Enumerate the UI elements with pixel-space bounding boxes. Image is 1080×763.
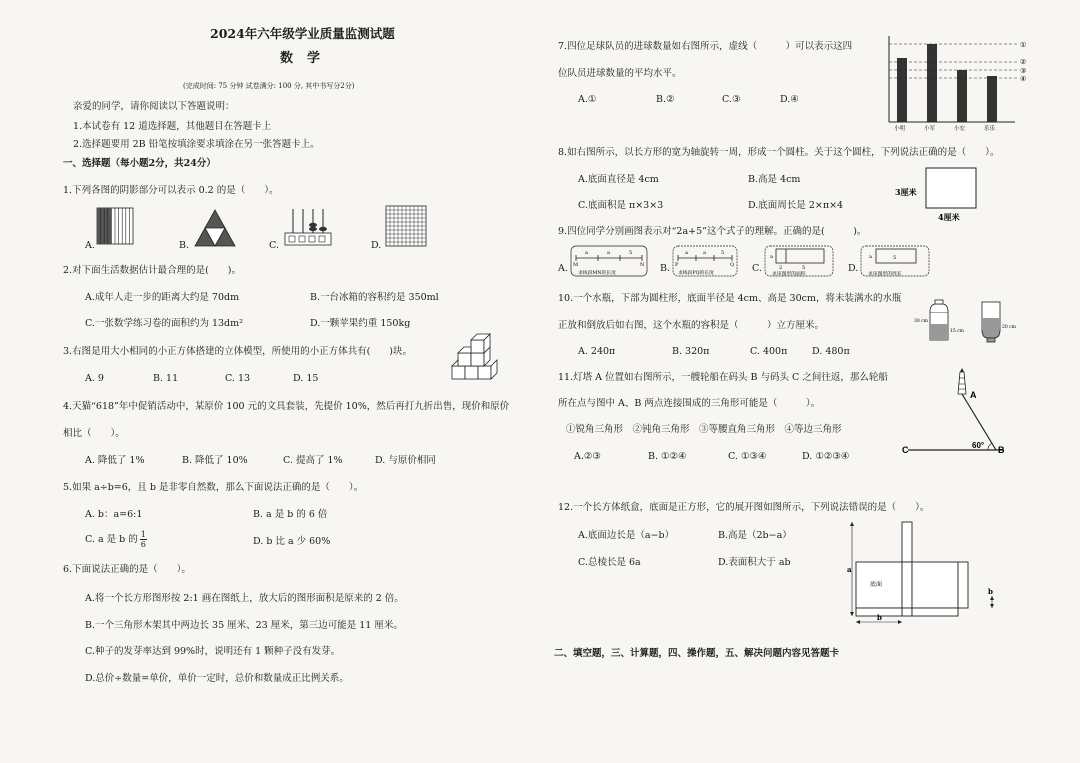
end-m: M	[573, 262, 579, 268]
q5-fraction	[140, 530, 147, 549]
instruction-2: 2.选择题要用 2B 铅笔按填涂要求填涂在另一张答题卡上。	[73, 139, 320, 150]
base-label: 底面	[870, 581, 883, 588]
q10-option-d: D. 480π	[812, 346, 850, 357]
q10-option-c: C. 400π	[750, 346, 788, 357]
q1-figure-d-hundred-grid	[386, 206, 426, 246]
point-c-label: C	[902, 445, 909, 455]
d-dim: 5	[893, 255, 897, 261]
q9-option-d: D.	[848, 263, 859, 274]
q11-option-d: D. ①②③④	[802, 451, 850, 462]
line-label-1: ①	[1020, 41, 1027, 49]
q2-option-d: D.一颗苹果约重 150kg	[310, 318, 411, 329]
player-label-4: 乐乐	[984, 126, 996, 132]
exam-info: (完成时间: 75 分钟 试卷满分: 100 分, 其中书写分2分)	[183, 82, 355, 90]
q8-text: 8.如右图所示，以长方形的宽为轴旋转一周，形成一个圆柱。关于这个圆柱，下列说法正确的是（ ）。	[558, 147, 1000, 158]
upright-bottle	[930, 300, 948, 340]
q2-text: 2.对下面生活数据估计最合理的是( )。	[63, 265, 241, 276]
q4-option-d: D. 与原价相同	[375, 455, 436, 466]
player-label-1: 小明	[894, 126, 906, 132]
q7-bar-chart	[887, 36, 1037, 132]
dim-a-label: a	[847, 565, 852, 574]
q5-option-c-text: C. a 是 b 的	[85, 534, 138, 545]
q9-figure-d	[860, 245, 932, 279]
q11-triangle-types: ①锐角三角形 ②钝角三角形 ③等腰直角三角形 ④等边三角形	[566, 424, 842, 435]
q6-option-a: A.将一个长方形图形按 2:1 画在图纸上，放大后的图形面积是原来的 2 倍。	[85, 593, 404, 604]
q11-option-c: C. ①③④	[728, 451, 767, 462]
section-1-title: 一、选择题（每小题2分，共24分）	[63, 158, 216, 169]
caption-a: 求线段MN的长度	[578, 271, 616, 276]
q9-option-c: C.	[752, 263, 762, 274]
q7-option-b: B.②	[656, 94, 675, 105]
end-p: P	[675, 262, 679, 268]
q12-option-b: B.高是（2b−a）	[718, 530, 792, 541]
fraction-denominator: 6	[140, 540, 146, 549]
width-label: 3厘米	[895, 187, 917, 197]
remaining-sections-note: 二、填空题，三、计算题，四、操作题，五、解决问题内容见答题卡	[554, 648, 840, 659]
seg-b-1: a	[685, 250, 688, 256]
dim-b-label-bottom: b	[877, 613, 882, 622]
seg-a-3: 5	[629, 250, 633, 256]
end-q: Q	[730, 262, 735, 268]
q8-option-b: B.高是 4cm	[748, 174, 801, 185]
left-column	[55, 0, 545, 763]
q11-text-line2: 所在点与图中 A、B 两点连接围成的三角形可能是（ ）。	[558, 398, 821, 409]
q3-option-c: C. 13	[225, 373, 251, 384]
point-b-label: B	[998, 445, 1005, 455]
q12-text: 12.一个长方体纸盒，底面是正方形，它的展开图如图所示，下列说法错误的是（ ）。	[558, 502, 930, 513]
q1-option-d: D.	[371, 240, 382, 251]
q9-figure-b	[672, 245, 740, 279]
q1-option-a: A.	[85, 240, 95, 251]
caption-d: 求该图形的周长	[868, 272, 902, 277]
q3-cube-figure	[450, 340, 500, 384]
bar-lele	[987, 76, 997, 122]
q6-text: 6.下面说法正确的是（ ）。	[63, 564, 191, 575]
q1-figure-a	[97, 208, 137, 248]
q8-option-c: C.底面积是 π×3×3	[578, 200, 664, 211]
instruction-1: 1.本试卷有 12 道选择题，其他题目在答题卡上	[73, 121, 272, 132]
q1-figure-c-abacus	[283, 207, 333, 249]
bar-xiaoming	[897, 58, 907, 122]
c-side-label: a	[770, 254, 773, 260]
q3-option-d: D. 15	[293, 373, 319, 384]
q4-option-a: A. 降低了 1%	[85, 455, 145, 466]
q3-option-b: B. 11	[153, 373, 179, 384]
q12-option-a: A.底面边长是（a−b）	[578, 530, 675, 541]
inverted-bottle	[982, 302, 1000, 342]
right-column	[552, 0, 1052, 763]
player-label-3: 小宏	[954, 126, 966, 132]
q8-rectangle-figure	[892, 166, 982, 224]
q12-option-c: C.总棱长是 6a	[578, 557, 641, 568]
q11-lighthouse-figure	[900, 368, 1012, 458]
end-n: N	[640, 262, 645, 268]
q9-option-a: A.	[558, 263, 568, 274]
greeting: 亲爱的同学，请你阅读以下答题说明：	[73, 101, 235, 112]
q6-option-b: B.一个三角形木架其中两边长 35 厘米、23 厘米，第三边可能是 11 厘米。	[85, 620, 403, 631]
seg-b-2: a	[703, 250, 706, 256]
q4-option-c: C. 提高了 1%	[283, 455, 343, 466]
q1-option-b: B.	[179, 240, 190, 251]
q10-text-line2: 正放和倒放后如右图，这个水瓶的容积是（ ）立方厘米。	[558, 320, 825, 331]
q4-text-line1: 4.天猫“618”年中促销活动中，某原价 100 元的文具套装，先提价 10%，然后再打九折出售，现价和原价	[63, 401, 510, 412]
q5-option-c	[85, 530, 147, 550]
q10-bottles-figure	[914, 298, 1024, 344]
q8-option-a: A.底面直径是 4cm	[578, 174, 659, 185]
q12-net-figure	[846, 520, 998, 626]
q10-option-a: A. 240π	[578, 346, 616, 357]
q2-option-c: C.一张数学练习卷的面积约为 13dm²	[85, 318, 243, 329]
q6-option-c: C.种子的发芽率达到 99%时，说明还有 1 颗种子没有发芽。	[85, 646, 341, 657]
q9-option-b: B.	[660, 263, 671, 274]
label-20cm: 20 cm	[1002, 325, 1016, 330]
c-dim-2: 5	[802, 265, 806, 271]
d-side-label: a	[869, 254, 872, 260]
q5-text: 5.如果 a÷b=6，且 b 是非零自然数，那么下面说法正确的是（ ）。	[63, 482, 364, 493]
q1-figure-b	[195, 210, 235, 246]
label-30cm: 30 cm	[914, 319, 928, 324]
q11-option-b: B. ①②④	[648, 451, 687, 462]
q5-option-a: A. b：a=6:1	[85, 509, 143, 520]
q8-option-d: D.底面周长是 2×π×4	[748, 200, 844, 211]
q10-text-line1: 10.一个水瓶，下部为圆柱形，底面半径是 4cm、高是 30cm，将未装满水的水瓶	[558, 293, 902, 304]
player-label-2: 小军	[924, 126, 936, 132]
q5-option-b: B. a 是 b 的 6 倍	[253, 509, 328, 520]
q9-text: 9.四位同学分别画图表示对“2a+5”这个式子的理解。正确的是( )。	[558, 226, 867, 237]
label-15cm: 15 cm	[950, 329, 964, 334]
q11-text-line1: 11.灯塔 A 位置如右图所示，一艘轮船在码头 B 与码头 C 之间往返，那么轮船	[558, 372, 888, 383]
exam-title: 2024年六年级学业质量监测试题	[210, 26, 395, 41]
caption-b: 求线段PQ的长度	[678, 271, 714, 276]
seg-b-3: 5	[721, 250, 725, 256]
q12-option-d: D.表面积大于 ab	[718, 557, 791, 568]
q11-option-a: A.②③	[574, 451, 601, 462]
q7-option-d: D.④	[780, 94, 799, 105]
q2-option-b: B.一台冰箱的容积约是 350ml	[310, 292, 439, 303]
c-dim-1: 2	[779, 265, 783, 271]
lighthouse-icon	[958, 368, 966, 394]
q2-option-a: A.成年人走一步的距离大约是 70dm	[85, 292, 240, 303]
line-label-3: ③	[1020, 67, 1027, 75]
point-a-label: A	[970, 390, 977, 400]
q7-text-line2: 位队员进球数量的平均水平。	[558, 68, 682, 79]
q10-option-b: B. 320π	[672, 346, 710, 357]
q9-figure-c	[764, 245, 836, 279]
q5-option-d: D. b 比 a 少 60%	[253, 536, 331, 547]
q3-option-a: A. 9	[85, 373, 104, 384]
q1-option-c: C.	[269, 240, 279, 251]
q3-text: 3.右图是用大小相同的小正方体搭建的立体模型，所使用的小正方体共有( )块。	[63, 346, 412, 357]
bar-xiaojun	[927, 44, 937, 122]
line-label-2: ②	[1020, 58, 1027, 66]
q7-text-line1: 7.四位足球队员的进球数量如右图所示，虚线（ ）可以表示这四	[558, 41, 853, 52]
seg-a-2: a	[607, 250, 610, 256]
subject-title: 数学	[280, 51, 335, 66]
dim-b-label-right: b	[988, 587, 993, 596]
seg-a-1: a	[585, 250, 588, 256]
q4-text-line2: 相比（ ）。	[63, 428, 125, 439]
fraction-numerator: 1	[140, 530, 146, 539]
q6-option-d: D.总价÷数量=单价，单价一定时，总价和数量成正比例关系。	[85, 673, 349, 684]
angle-label: 60°	[972, 441, 985, 450]
caption-c: 求该图形的面积	[772, 272, 806, 277]
q9-figure-a	[570, 245, 650, 279]
q7-option-c: C.③	[722, 94, 741, 105]
line-label-4: ④	[1020, 75, 1027, 83]
q7-option-a: A.①	[578, 94, 597, 105]
q1-text: 1.下列各图的阴影部分可以表示 0.2 的是（ ）。	[63, 185, 279, 196]
q4-option-b: B. 降低了 10%	[182, 455, 248, 466]
length-label: 4厘米	[938, 212, 960, 222]
